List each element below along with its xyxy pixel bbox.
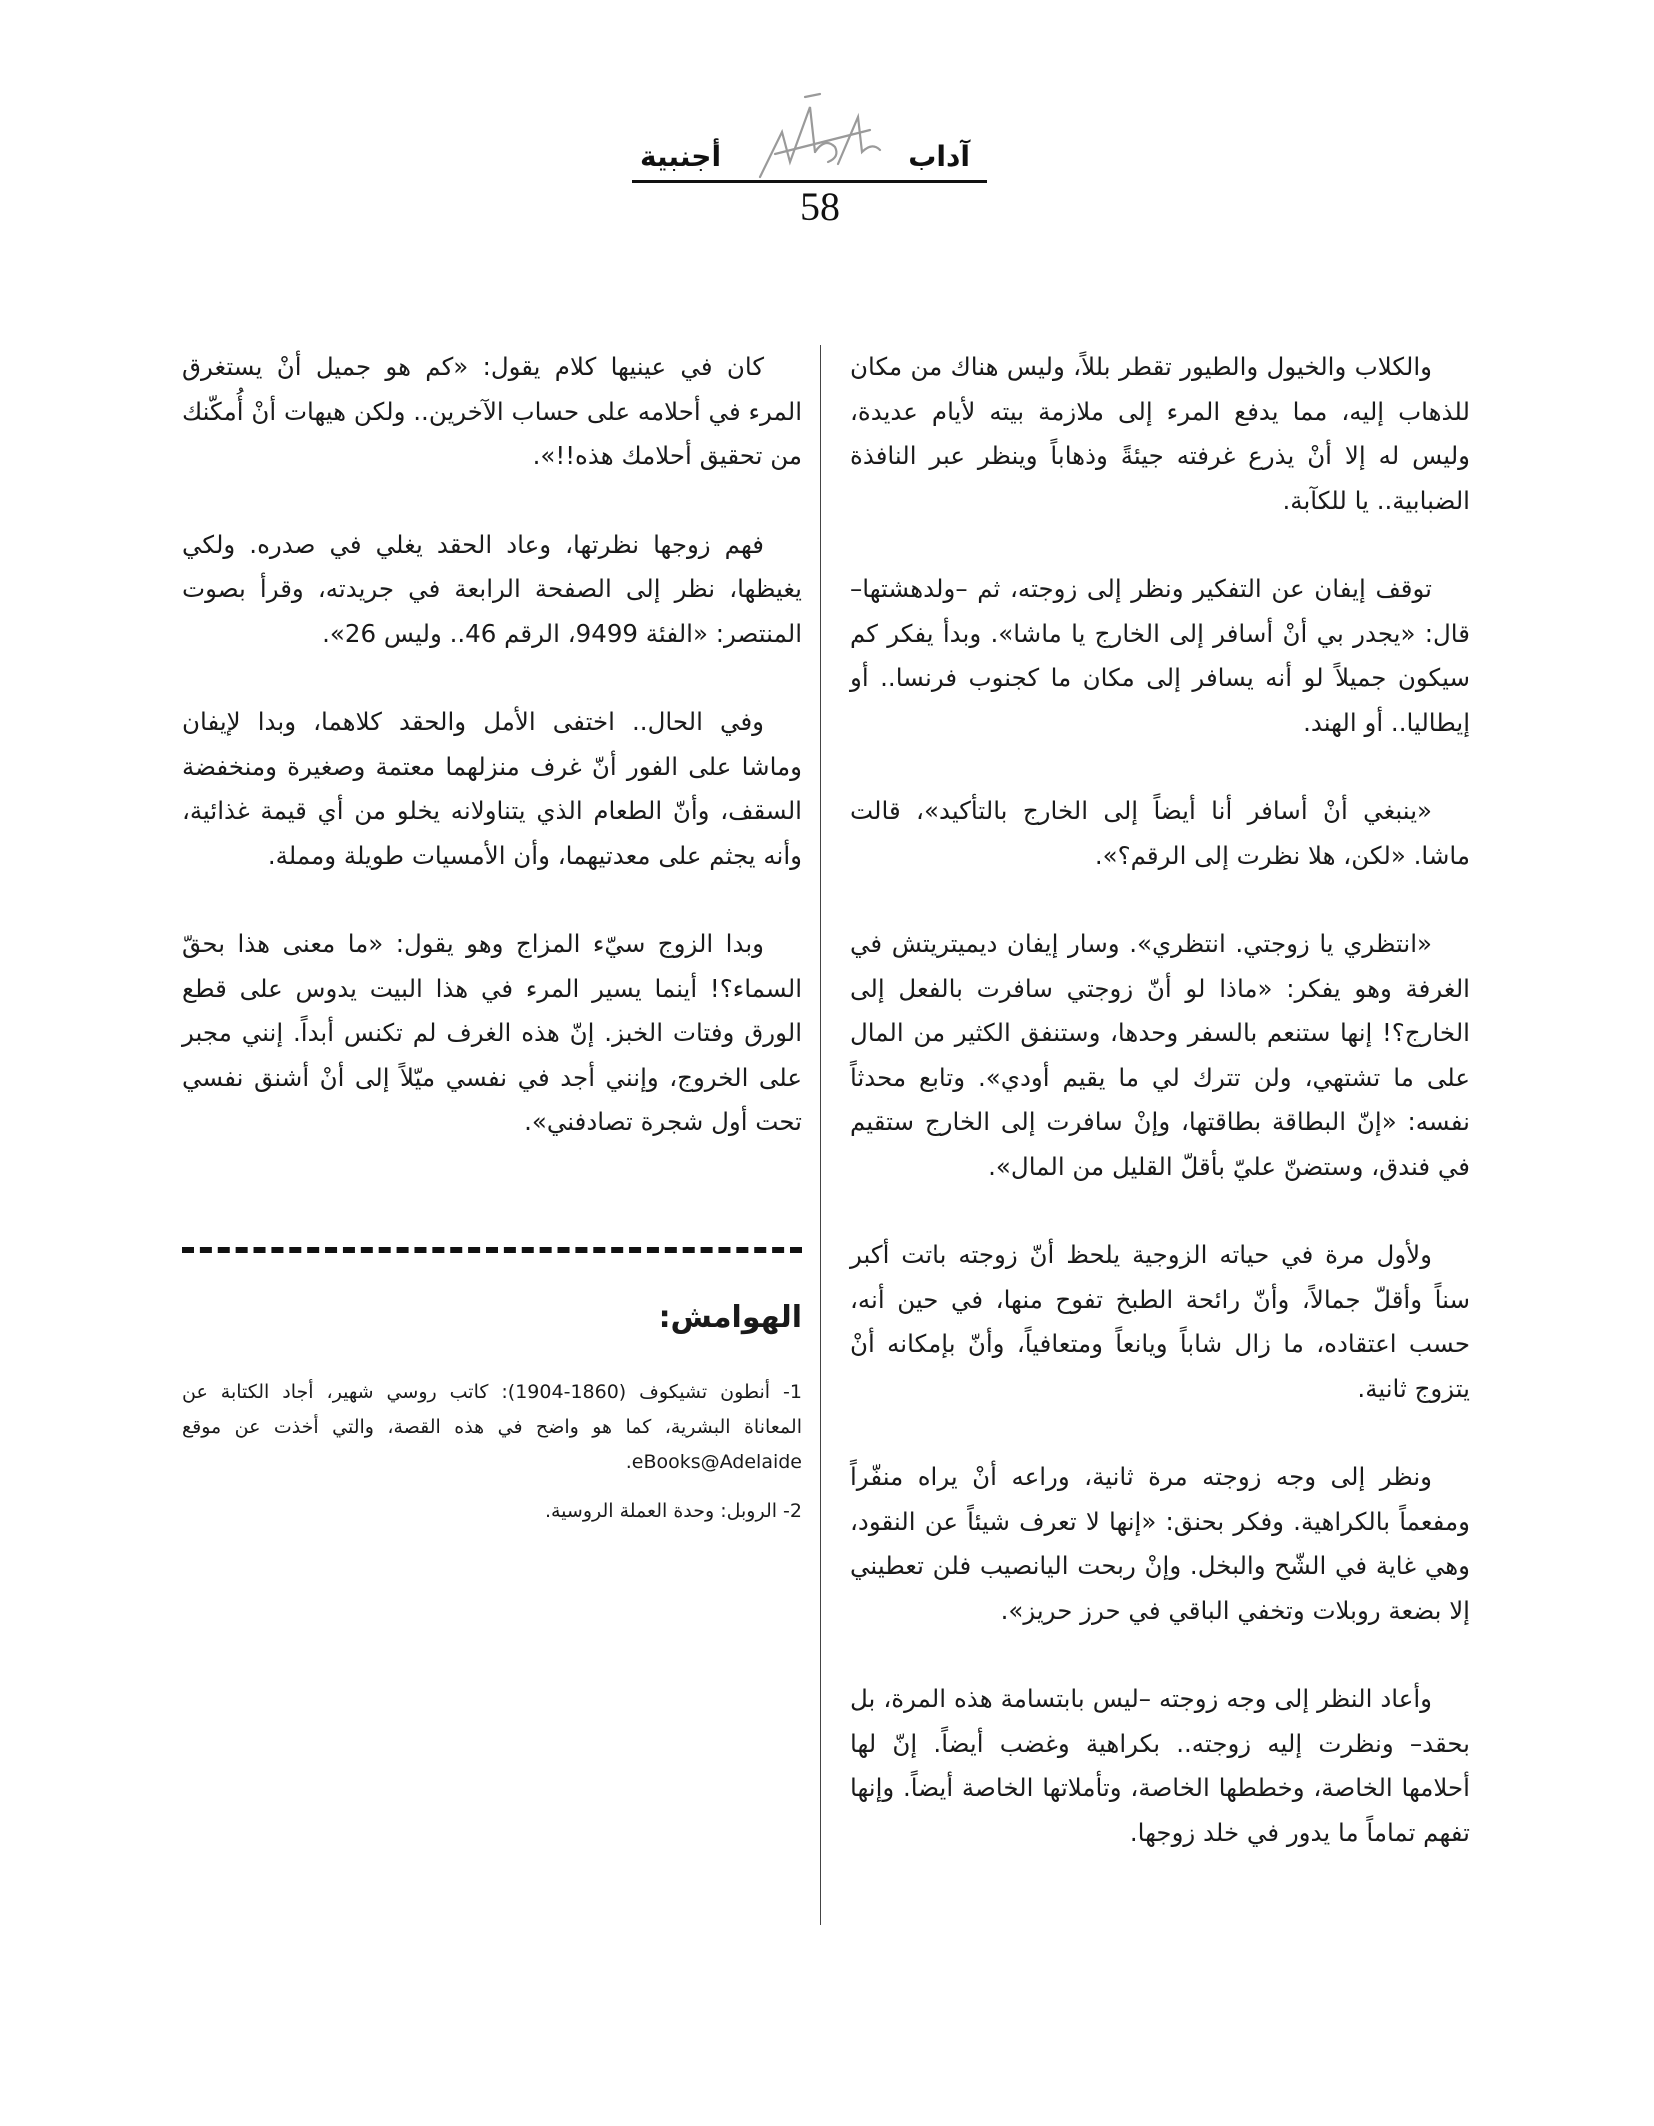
paragraph: «ينبغي أنْ أسافر أنا أيضاً إلى الخارج بالتأكيد»، قالت ماشا. «لكن، هلا نظرت إلى الرقم؟». bbox=[850, 796, 1470, 870]
paragraph: كان في عينيها كلام يقول: «كم هو جميل أنْ يستغرق المرء في أحلامه على حساب الآخرين.. ولكن هيهات أنْ أُمكّنك من تحقيق أحلامك هذه!!». bbox=[182, 352, 802, 470]
paragraph: «انتظري يا زوجتي. انتظري». وسار إيفان ديميتريتش في الغرفة وهو يفكر: «ماذا لو أنّ زوجتي سافرت بالفعل إلى الخارج؟! إنها ستنعم بالسفر وحدها، وستنفق الكثير من المال على ما تشتهي، ولن تترك لي ما يقيم أودي». وتابع محدثاً نفسه: «إنّ البطاقة بطاقتها، وإنْ سافرت إلى الخارج ستقيم في فندق، وستضنّ عليّ بأقلّ القليل من المال». bbox=[850, 929, 1470, 1181]
section-word-2: أجنبية bbox=[640, 140, 722, 173]
page-number: 58 bbox=[800, 184, 840, 229]
paragraph: وأعاد النظر إلى وجه زوجته –ليس بابتسامة هذه المرة، بل بحقد– ونظرت إليه زوجته.. بكراهية وغضب أيضاً. إنّ لها أحلامها الخاصة، وخططها الخاصة، وتأملاتها الخاصة أيضاً. وإنها تفهم تماماً ما يدور في خلد زوجها. bbox=[850, 1684, 1470, 1847]
paragraph: ولأول مرة في حياته الزوجية يلحظ أنّ زوجته باتت أكبر سناً وأقلّ جمالاً، وأنّ رائحة الطبخ تفوح منها، في حين أنه، حسب اعتقاده، ما زال شاباً ويانعاً ومتعافياً، وأنّ بإمكانه أنْ يتزوج ثانية. bbox=[850, 1240, 1470, 1403]
paragraph: وبدا الزوج سيّء المزاج وهو يقول: «ما معنى هذا بحقّ السماء؟! أينما يسير المرء في هذا البيت يدوس على قطع الورق وفتات الخبز. إنّ هذه الغرف لم تكنس أبداً. إنني مجبر على الخروج، وإنني أجد في نفسي ميّلاً إلى أنْ أشنق نفسي تحت أول شجرة تصادفني». bbox=[182, 929, 802, 1136]
section-word-1: آداب bbox=[908, 140, 970, 173]
column-divider bbox=[820, 345, 821, 1925]
footnotes-title: الهوامش: bbox=[658, 1300, 802, 1335]
left-column bbox=[182, 345, 802, 1189]
footnote-separator bbox=[182, 1247, 802, 1253]
footnote-item: 2- الروبل: وحدة العملة الروسية. bbox=[544, 1500, 802, 1522]
paragraph: فهم زوجها نظرتها، وعاد الحقد يغلي في صدره. ولكي يغيظها، نظر إلى الصفحة الرابعة في جريدته، وقرأ بصوت المنتصر: «الفئة 9499، الرقم 46.. وليس 26». bbox=[182, 529, 802, 648]
footnote-item: 1- أنطون تشيكوف (1860-1904): كاتب روسي شهير، أجاد الكتابة عن المعاناة البشرية، كما هو واضح في هذه القصة، والتي أخذت عن موقع eBooks@Adelaide. bbox=[182, 1381, 802, 1473]
paragraph: ونظر إلى وجه زوجته مرة ثانية، وراعه أنْ يراه منفّراً ومفعماً بالكراهية. وفكر بحنق: «إنها لا تعرف شيئاً عن النقود، وهي غاية في الشّح والبخل. وإنْ ربحت اليانصيب فلن تعطيني إلا بضعة روبلات وتخفي الباقي في حرز حريز». bbox=[850, 1462, 1470, 1625]
paragraph: والكلاب والخيول والطيور تقطر بللاً، وليس هناك من مكان للذهاب إليه، مما يدفع المرء إلى ملازمة بيته لأيام عديدة، وليس له إلا أنْ يذرع غرفته جيئةً وذهاباً وينظر عبر النافذة الضبابية.. يا للكآبة. bbox=[850, 352, 1470, 515]
paragraph: توقف إيفان عن التفكير ونظر إلى زوجته، ثم –ولدهشتها– قال: «يجدر بي أنْ أسافر إلى الخارج يا ماشا». وبدأ يفكر كم سيكون جميلاً لو أنه يسافر إلى مكان ما كجنوب فرنسا.. أو إيطاليا.. أو الهند. bbox=[850, 574, 1470, 737]
right-column bbox=[850, 345, 1470, 1899]
paragraph: وفي الحال.. اختفى الأمل والحقد كلاهما، وبدا لإيفان وماشا على الفور أنّ غرف منزلهما معتمة وصغيرة ومنخفضة السقف، وأنّ الطعام الذي يتناولانه يخلو من أي قيمة غذائية، وأنه يجثم على معدتيهما، وأن الأمسيات طويلة ومملة. bbox=[182, 707, 802, 870]
footnotes bbox=[182, 1375, 802, 1543]
